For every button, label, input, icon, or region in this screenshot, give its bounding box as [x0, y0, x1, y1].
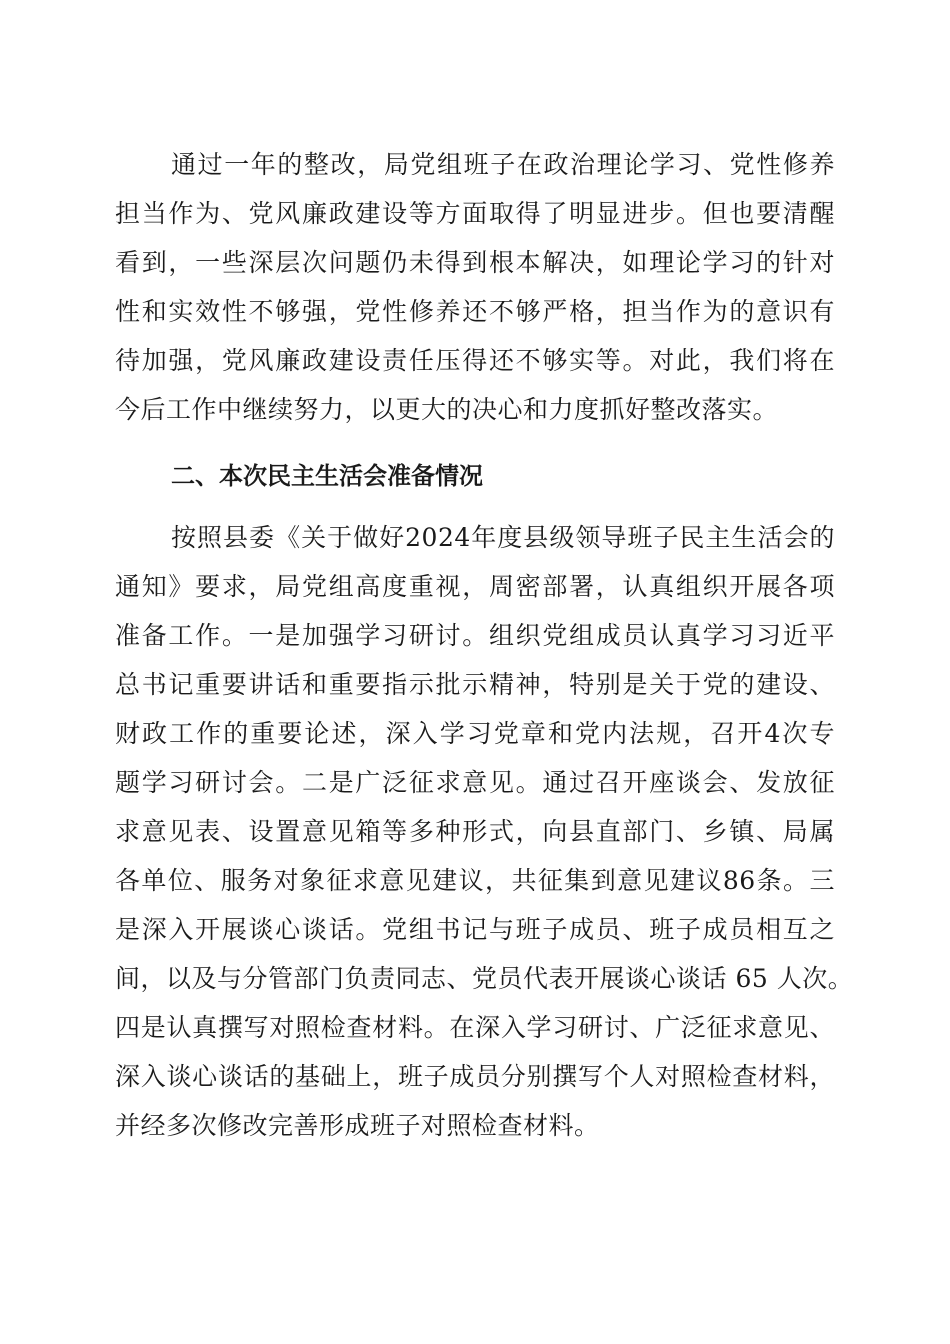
paragraph-line: 求意见表、设置意见箱等多种形式，向县直部门、乡镇、局属	[115, 817, 835, 846]
paragraph-line: 通知》要求，局党组高度重视，周密部署，认真组织开展各项	[115, 572, 835, 601]
paragraph-line: 总书记重要讲话和重要指示批示精神，特别是关于党的建设、	[115, 670, 835, 699]
paragraph-line: 并经多次修改完善形成班子对照检查材料。	[115, 1111, 600, 1140]
paragraph-line: 看到，一些深层次问题仍未得到根本解决，如理论学习的针对	[115, 248, 835, 277]
paragraph-rectification-summary	[115, 140, 835, 434]
paragraph-line: 财政工作的重要论述，深入学习党章和党内法规，召开4次专	[115, 719, 835, 748]
paragraph-line: 性和实效性不够强，党性修养还不够严格，担当作为的意识有	[115, 297, 835, 326]
section-heading: 二、本次民主生活会准备情况	[171, 462, 483, 490]
paragraph-line: 担当作为、党风廉政建设等方面取得了明显进步。但也要清醒	[115, 199, 835, 228]
paragraph-line: 今后工作中继续努力，以更大的决心和力度抓好整改落实。	[115, 395, 779, 424]
paragraph-line: 按照县委《关于做好2024年度县级领导班子民主生活会的	[171, 523, 835, 552]
paragraph-line: 间，以及与分管部门负责同志、党员代表开展谈心谈话 65 人次。	[115, 964, 854, 993]
paragraph-line: 准备工作。一是加强学习研讨。组织党组成员认真学习习近平	[115, 621, 835, 650]
paragraph-line: 待加强，党风廉政建设责任压得还不够实等。对此，我们将在	[115, 346, 835, 375]
document-page	[115, 140, 854, 1150]
paragraph-line: 是深入开展谈心谈话。党组书记与班子成员、班子成员相互之	[115, 915, 835, 944]
paragraph-line: 通过一年的整改，局党组班子在政治理论学习、党性修养	[171, 150, 835, 179]
paragraph-line: 四是认真撰写对照检查材料。在深入学习研讨、广泛征求意见、	[115, 1013, 835, 1042]
paragraph-line: 题学习研讨会。二是广泛征求意见。通过召开座谈会、发放征	[115, 768, 835, 797]
paragraph-line: 各单位、服务对象征求意见建议，共征集到意见建议86条。三	[115, 866, 835, 895]
paragraph-preparation	[115, 513, 854, 1150]
paragraph-line: 深入谈心谈话的基础上，班子成员分别撰写个人对照检查材料，	[115, 1062, 835, 1091]
